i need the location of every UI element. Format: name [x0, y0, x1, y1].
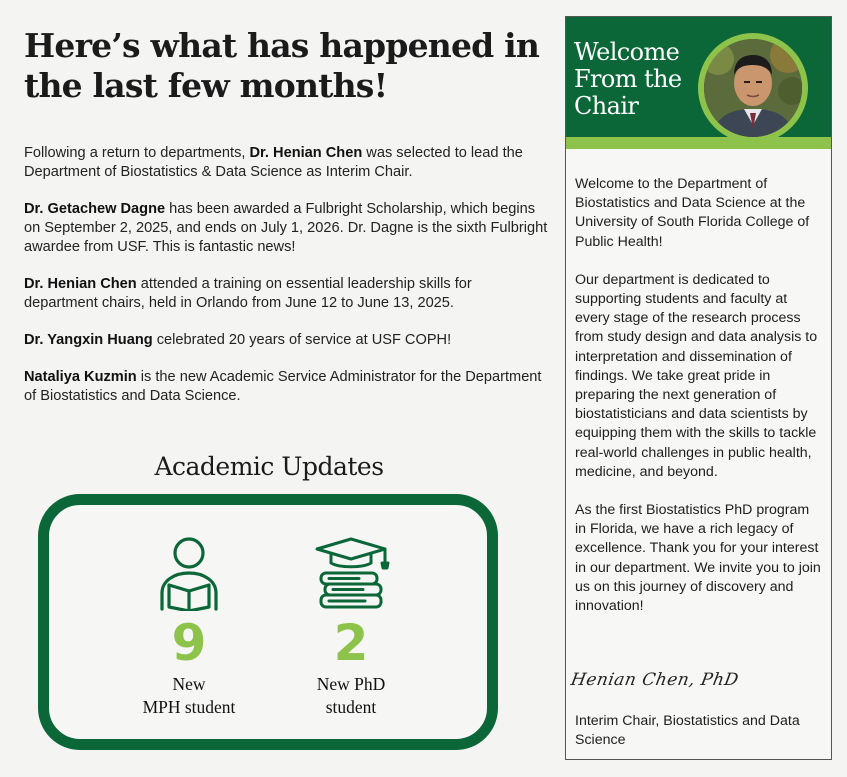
- phd-students-count: 2: [333, 614, 369, 672]
- news-item-4-name: Dr. Yangxin Huang: [24, 332, 153, 348]
- chair-signature-title: Interim Chair, Biostatistics and Data Science: [575, 713, 800, 749]
- chair-message: [575, 175, 823, 635]
- academic-updates-title: Academic Updates: [154, 452, 384, 481]
- mph-students-label: New MPH student: [142, 674, 236, 717]
- graduation-cap-books-icon: [311, 535, 391, 611]
- academic-updates-box: [38, 494, 498, 750]
- news-item-3: Dr. Henian Chen attended a training on essential leadership skills for department chairs, held in Orlando from June 12 to June 13, 2025.: [24, 276, 472, 311]
- news-item-2: Dr. Getachew Dagne has been awarded a Fulbright Scholarship, which begins on September 2, 2025, and ends on July 1, 2026. Dr. Dagne is the sixth Fulbright awardee from USF. This is fantastic news!: [24, 201, 548, 255]
- phd-students-label: New PhD student: [316, 674, 386, 717]
- news-item-4: Dr. Yangxin Huang celebrated 20 years of service at USF COPH!: [24, 332, 452, 348]
- lime-accent-band: [566, 137, 831, 149]
- news-item-5-name: Nataliya Kuzmin: [24, 369, 137, 385]
- news-item-1-name: Dr. Henian Chen: [249, 145, 363, 161]
- chair-paragraph-1: Welcome to the Department of Biostatistics and Data Science at the University of South Florida College of Public Health!: [575, 176, 810, 250]
- mph-students-count: 9: [171, 614, 207, 672]
- mph-students-stat: [114, 535, 264, 719]
- welcome-from-chair-panel: [565, 16, 832, 760]
- chair-paragraph-3: As the first Biostatistics PhD program in Florida, we have a rich legacy of excellence. Thank you for your interest in our department. We invite you to join us on this journey of discovery and innovation!: [575, 502, 821, 615]
- news-list: [24, 144, 549, 424]
- chair-header: [566, 17, 831, 149]
- phd-students-stat: [276, 535, 426, 719]
- news-item-5: Nataliya Kuzmin is the new Academic Service Administrator for the Department of Biostatistics and Data Science.: [24, 369, 542, 404]
- news-item-1: Following a return to departments, Dr. Henian Chen was selected to lead the Department of Biostatistics & Data Science as Interim Chair.: [24, 145, 523, 180]
- portrait-illustration: [704, 39, 802, 137]
- chair-panel-title: Welcome From the Chair: [574, 38, 682, 120]
- page-headline: Here’s what has happened in the last few months!: [24, 26, 540, 105]
- news-item-3-name: Dr. Henian Chen: [24, 276, 137, 292]
- chair-signature: Henian Chen, PhD: [569, 670, 741, 690]
- chair-paragraph-2: Our department is dedicated to supporting students and faculty at every stage of the research process from study design and data analysis to interpretation and dissemination of findings. We take great pride in preparing the next generation of biostatisticians and data scientists by equipping them with the skills to tackle real-world challenges in public health, medicine, and beyond.: [575, 271, 818, 480]
- news-item-2-name: Dr. Getachew Dagne: [24, 201, 166, 217]
- student-reading-icon: [154, 535, 224, 611]
- chair-portrait: [698, 33, 808, 143]
